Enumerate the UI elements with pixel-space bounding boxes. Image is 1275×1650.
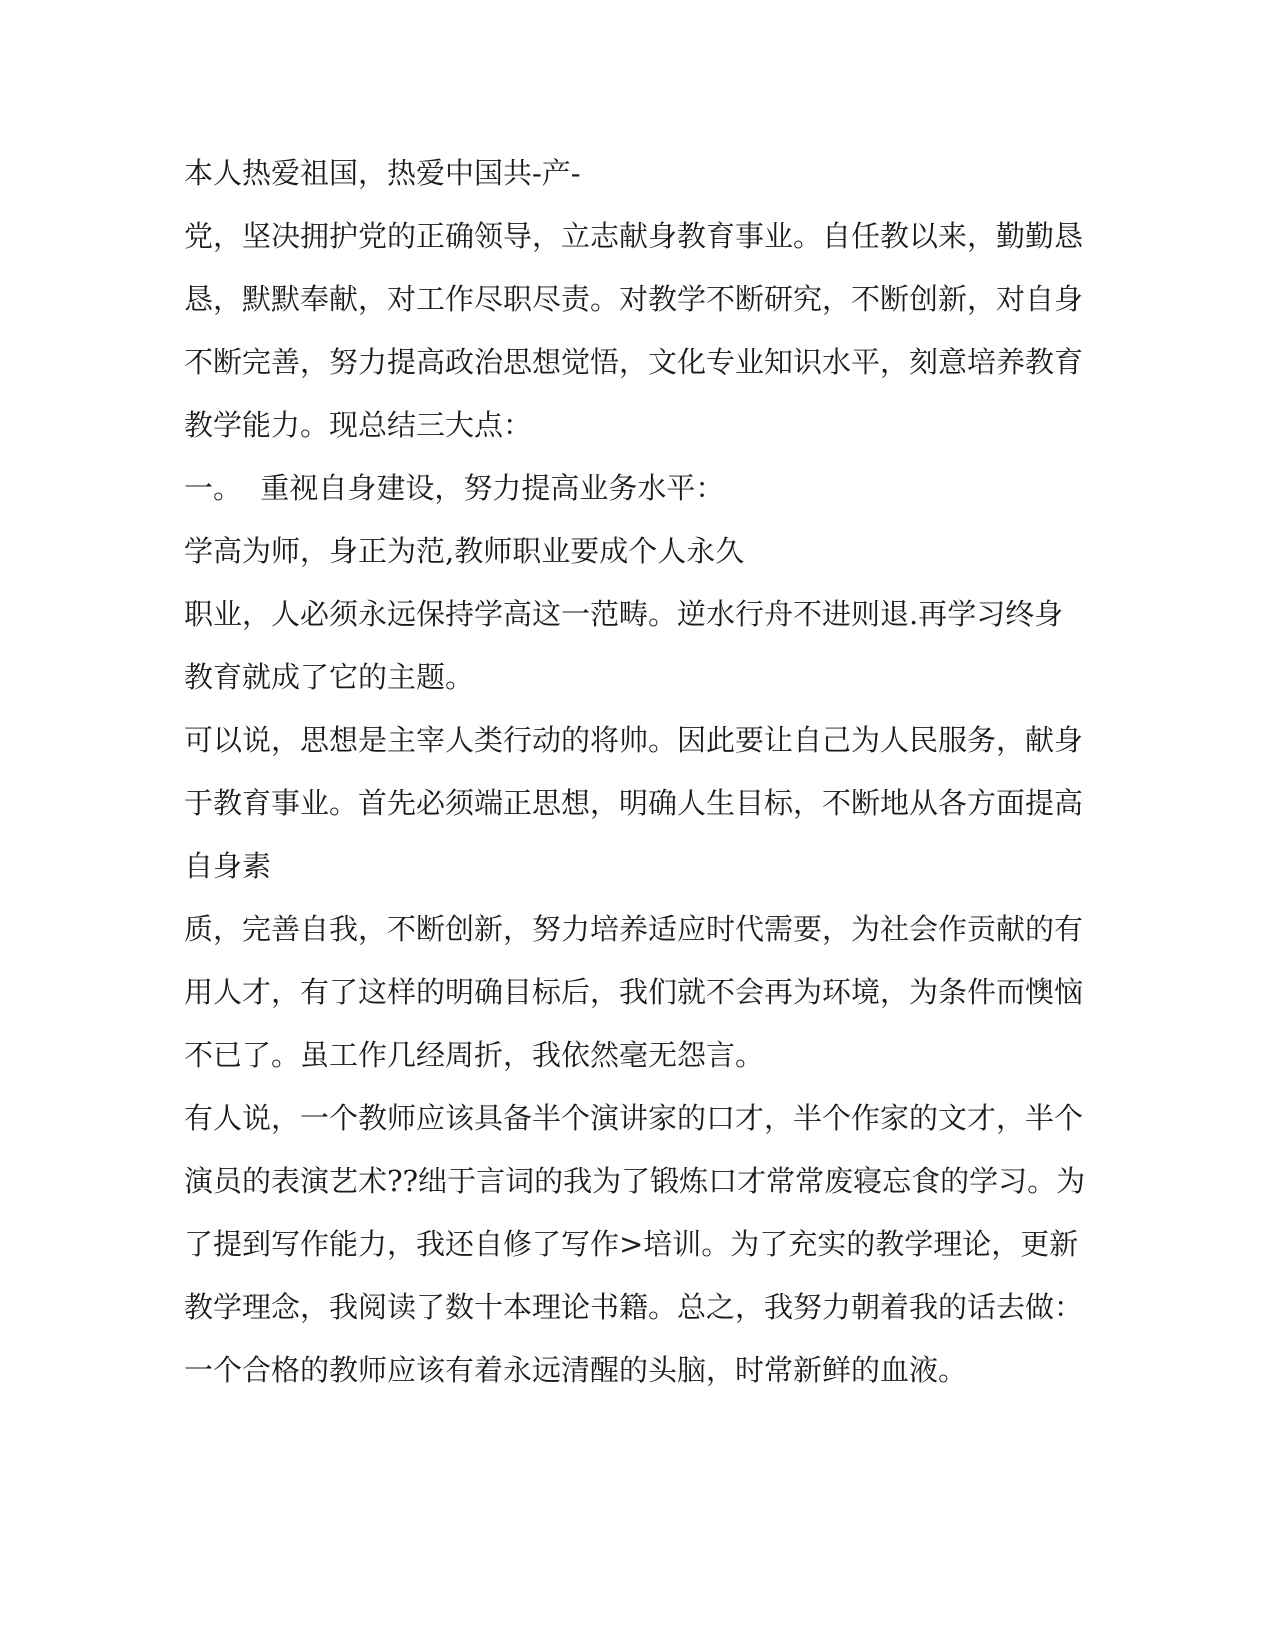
text-line: 不已了。虽工作几经周折，我依然毫无怨言。 xyxy=(184,1038,765,1072)
text-line: 不断完善，努力提高政治思想觉悟，文化专业知识水平，刻意培养教育 xyxy=(184,345,1084,379)
text-line: 党，坚决拥护党的正确领导，立志献身教育事业。自任教以来，勤勤恳 xyxy=(184,219,1084,253)
text-line: 可以说，思想是主宰人类行动的将帅。因此要让自己为人民服务，献身 xyxy=(184,723,1084,757)
text-line: 用人才，有了这样的明确目标后，我们就不会再为环境，为条件而懊恼 xyxy=(184,975,1084,1009)
text-line: 职业，人必须永远保持学高这一范畴。逆水行舟不进则退.再学习终身 xyxy=(184,597,1064,631)
text-line: 一个合格的教师应该有着永远清醒的头脑，时常新鲜的血液。 xyxy=(184,1353,968,1387)
text-line: 于教育事业。首先必须端正思想，明确人生目标，不断地从各方面提高 xyxy=(184,786,1084,820)
text-line: 教学理念，我阅读了数十本理论书籍。总之，我努力朝着我的话去做： xyxy=(184,1290,1084,1324)
text-line: 教学能力。现总结三大点： xyxy=(184,408,533,442)
text-line: 质，完善自我，不断创新，努力培养适应时代需要，为社会作贡献的有 xyxy=(184,912,1084,946)
text-line: 恳，默默奉献，对工作尽职尽责。对教学不断研究，不断创新，对自身 xyxy=(184,282,1084,316)
text-line: 学高为师，身正为范,教师职业要成个人永久 xyxy=(184,534,745,568)
text-line: 演员的表演艺术??绌于言词的我为了锻炼口才常常废寝忘食的学习。为 xyxy=(184,1164,1086,1198)
document-body xyxy=(184,142,1104,1402)
text-line: 有人说，一个教师应该具备半个演讲家的口才，半个作家的文才，半个 xyxy=(184,1101,1084,1135)
text-line: 本人热爱祖国，热爱中国共-产- xyxy=(184,156,581,190)
text-line: 了提到写作能力，我还自修了写作>培训。为了充实的教学理论，更新 xyxy=(184,1227,1079,1261)
section-heading: 一。 重视自身建设，努力提高业务水平： xyxy=(184,471,725,505)
text-line: 自身素 xyxy=(184,849,272,883)
text-line: 教育就成了它的主题。 xyxy=(184,660,475,694)
